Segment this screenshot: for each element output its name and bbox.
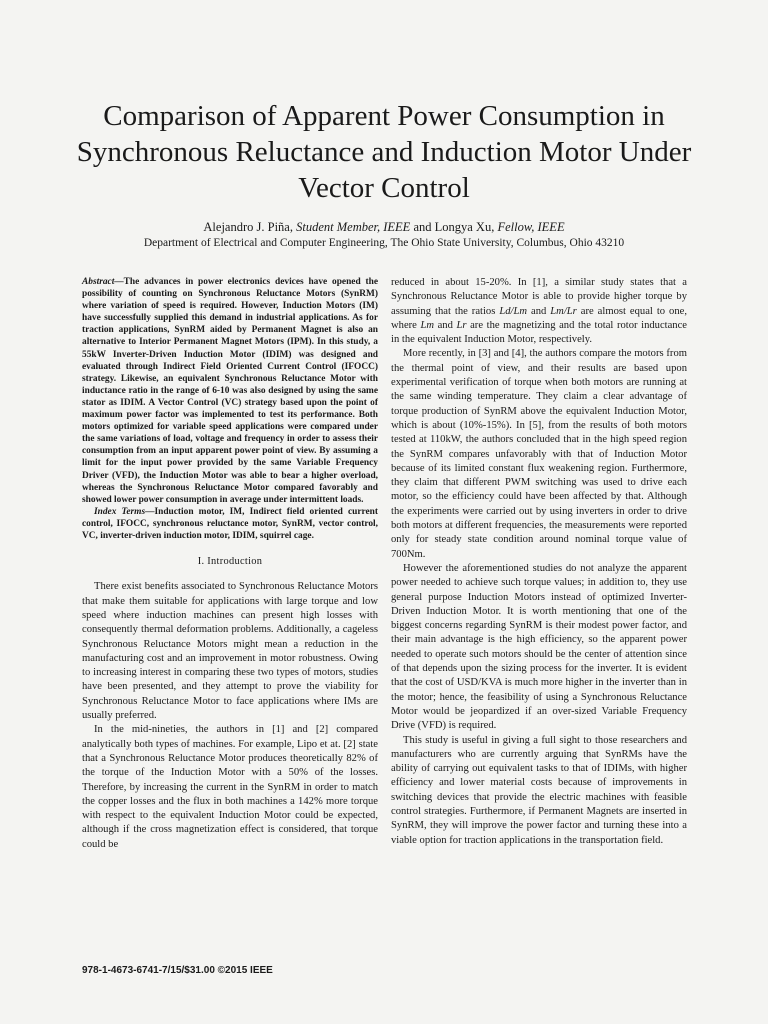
paragraph: In the mid-nineties, the authors in [1] and [2] compared analytically both types of machines. For example, Lipo et at. [2] state that a Synchronous Reluctance Motor produces theoretically 82% of the torque of the Induction Motor with a 50% of the losses. Therefore, by increasing the current in the SynRM in order to match the copper losses and the flux in both machines a 142% more torque with respect to the equivalent Induction Motor could be expected, although if the cross magnetization effect is considered, that torque could be [82,724,378,850]
abstract [82,276,378,506]
paragraph: There exist benefits associated to Synchronous Reluctance Motors that make them suitable for applications with large torque and low speed where induction machines can present high losses with consequently thermal deformation problems. Additionally, a cageless Synchronous Reluctance Motors might mean a reduction in the manufacturing cost and an improvement in motor robustness. Owing to increasing interest in comparing these two types of motors, studies have been presented, and they attempt to prove the viability for Synchronous Reluctance Motor to face applications where IMs are usually preferred. [82,581,378,722]
paragraph: However the aforementioned studies do not analyze the apparent power needed to achieve such torque values; in addition to, they use general purpose Induction Motors instead of optimized Inverter-Driven Induction Motor. It is worth mentioning that one of the biggest concerns regarding SynRM is their modest power factor, and their main advantage is the high efficiency, so the apparent power needed to operate such motors should be the center of attention since of that depends upon the sizing process for the inverter. It is evident that the cost of USD/KVA is much more higher in the inverter than in the motor; hence, the feasibility of using a Synchronous Reluctance Motor would be jeopardized if an over-sized Variable Frequency Drive (VFD) is required. [391,562,687,732]
author-conjunction: and [410,220,435,234]
text-run: and [434,319,457,331]
paragraph: More recently, in [3] and [4], the authors compare the motors from the thermal point of view, and their results are based upon experimental verification of torque when both motors are running at the same winding temperature. They claim a clear advantage of torque production of SynRM above the equivalent Induction Motor, which is about (10%-15%). In [5], from the results of both motors tested at 110kW, the authors concluded that in the high speed region the SynRM compares unfavorably with that of Induction Motor because of its limited constant flux weakening region. Furthermore, they claim that different PWM switching was used to drive each motor, so the efficiency could have been affected by that. Although the experiments were carried out by using inverters in order to drive both motors at different frequencies, the measurements were reported only for steady state condition around nominal torque value of 700Nm. [391,348,687,560]
copyright-footer: 978-1-4673-6741-7/15/$31.00 ©2015 IEEE [82,965,273,976]
left-column [82,276,378,852]
author-role: Student Member, IEEE [296,220,411,234]
author-role: Fellow, IEEE [497,220,565,234]
text-run: reduced in about 15-20%. In [1], a similar study states that a Synchronous Reluctance Motor is able to provide higher torque by assuming that the ratios [391,277,687,317]
math-symbol: Lm [420,319,435,331]
abstract-label: Abstract [82,277,115,287]
right-column [391,276,687,848]
text-run: and [527,305,551,317]
paper-title: Comparison of Apparent Power Consumption in Synchronous Reluctance and Induction Motor Under Vector Control [76,100,692,204]
section-heading: I. Introduction [197,556,263,568]
abstract-text: —The advances in power electronics devices have opened the possibility of counting on Synchronous Reluctance Motors (SynRM) where variation of speed is required. However, Induction Motors (IM) have successfully supplied this demand in industrial applications. As for traction applications, SynRM aided by Permanent Magnet is also an alternative to Interior Permanent Magnet Motors (IPM). In this study, a 55kW Inverter-Driven Induction Motor (IDIM) was designed and evaluated through Indirect Field Oriented Current Control (IFOCC) strategy. Likewise, an equivalent Synchronous Reluctance Motor with inductance ratio in the range of 6-10 was also designed by using the same stator as IDIM. A Vector Control (VC) strategy based upon the point of maximum power factor was implemented to test its performance. Both motors optimized for variable speed applications were compared under the same variations of load, voltage and frequency in order to assess their consumption from an input apparent power point of view. By assuming a limit for the input power provided by the same Variable Frequency Driver (VFD), the Induction Motor was able to bear a higher overload, whereas the Synchronous Reluctance Motor compared favorably and showed lower power consumption in average under intermittent loads. [82,277,378,505]
text-run: are the magnetizing and the total rotor inductance in the equivalent Induction Motor, respectively. [391,319,688,346]
math-ratio: Lm/Lr [550,305,577,317]
affiliation: Department of Electrical and Computer Engineering, The Ohio State University, Columbus, Ohio 43210 [143,237,625,249]
math-ratio: Ld/Lm [499,305,528,317]
index-terms-label: Index Terms [94,506,146,517]
math-symbol: Lr [456,319,467,331]
author-line [60,219,708,235]
text-run: are almost equal to one, where [391,305,687,331]
index-terms [82,506,378,542]
author-name: Alejandro J. Piña, [203,220,293,234]
paragraph [391,276,687,347]
index-terms-text: —Induction motor, IM, Indirect field oriented current control, IFOCC, synchronous reluctance motor, SynRM, vector control, VC, inverter-driven induction motor, IDIM, squirrel cage. [82,506,378,541]
author-name: Longya Xu, [434,220,495,234]
paragraph: This study is useful in giving a full sight to those researchers and manufacturers who are currently arguing that SynRMs have the ability of carrying out equivalent tasks to that of IDIMs, with higher efficiency and lower material costs because of improvements in switching devices that provide the electric machines with feasible control strategies. Furthermore, if Permanent Magnets are inserted in SynRM, they will improve the power factor and turning these into a viable option for traction applications in the transportation field. [391,734,687,846]
